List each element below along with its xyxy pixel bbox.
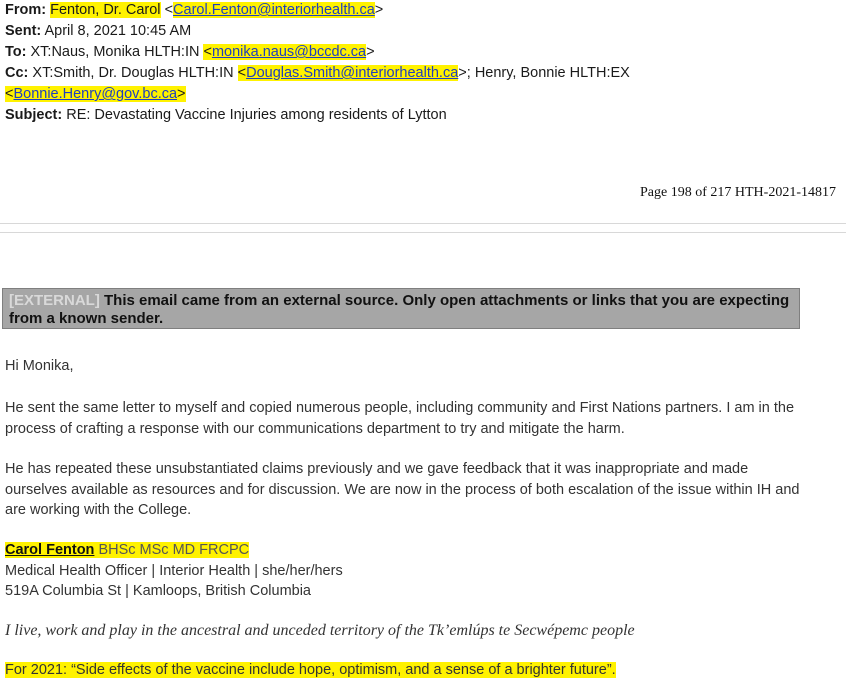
body-paragraph-1: He sent the same letter to myself and copied numerous people, including community and First Nations partners. I am in the process of crafting a response with our communications department to try and mitigate the harm. [5, 400, 795, 437]
from-label: From: [5, 2, 47, 18]
territory-acknowledgement: I live, work and play in the ancestral and unceded territory of the Tk’emlúps te Secwépemc people [5, 622, 635, 639]
subject-row [5, 105, 630, 126]
body-paragraph-2: He has repeated these unsubstantiated claims previously and we gave feedback that it was inappropriate and made ourselves available as resources and for discussion. We are now in the process of both escalation of the issue within IH and are working with the College. [5, 461, 800, 518]
to-name: XT:Naus, Monika HLTH:IN [30, 44, 200, 60]
to-row: To: XT:Naus, Monika HLTH:IN <monika.naus@bccdc.ca> [5, 44, 375, 60]
signature-name-line [5, 540, 343, 561]
sent-value: April 8, 2021 10:45 AM [44, 23, 192, 39]
page-divider-bottom [0, 232, 846, 233]
signature-quote: For 2021: “Side effects of the vaccine include hope, optimism, and a sense of a brighter future”. [5, 662, 616, 678]
page-divider-top [0, 223, 846, 224]
cc-email-link-1[interactable]: Douglas.Smith@interiorhealth.ca [246, 65, 459, 81]
cc-email-link-2[interactable]: Bonnie.Henry@gov.bc.ca [13, 86, 178, 102]
cc-name-2: Henry, Bonnie HLTH:EX [474, 65, 630, 81]
cc-row-continued: <Bonnie.Henry@gov.bc.ca> [5, 86, 186, 102]
cc-row: Cc: XT:Smith, Dr. Douglas HLTH:IN <Douglas.Smith@interiorhealth.ca>; Henry, Bonnie HLTH:EX [5, 65, 630, 81]
email-header [5, 0, 630, 126]
sent-row [5, 21, 630, 42]
greeting: Hi Monika, [5, 358, 74, 374]
signature-credentials: BHSc MSc MD FRCPC [98, 542, 250, 558]
from-email-link[interactable]: Carol.Fenton@interiorhealth.ca [173, 2, 375, 18]
cc-label: Cc: [5, 65, 29, 81]
subject-value: RE: Devastating Vaccine Injuries among residents of Lytton [66, 107, 447, 123]
page-info: Page 198 of 217 HTH-2021-14817 [640, 185, 836, 200]
to-label: To: [5, 44, 27, 60]
external-warning-text: This email came from an external source. Only open attachments or links that you are expecting from a known sender. [9, 292, 790, 327]
from-name: Fenton, Dr. Carol [50, 2, 161, 18]
from-row: From: Fenton, Dr. Carol <Carol.Fenton@interiorhealth.ca> [5, 2, 384, 18]
signature-title: Medical Health Officer | Interior Health | she/her/hers [5, 562, 343, 579]
subject-label: Subject: [5, 107, 63, 123]
external-tag: [EXTERNAL] [9, 292, 100, 309]
external-warning-banner [2, 288, 800, 329]
from-email-open: < [164, 2, 174, 18]
sent-label: Sent: [5, 23, 42, 39]
signature-name: Carol Fenton [5, 542, 95, 558]
signature-address: 519A Columbia St | Kamloops, British Columbia [5, 583, 311, 599]
cc-name-1: XT:Smith, Dr. Douglas HLTH:IN [32, 65, 234, 81]
signature-block [5, 540, 343, 602]
to-email-link[interactable]: monika.naus@bccdc.ca [211, 44, 367, 60]
